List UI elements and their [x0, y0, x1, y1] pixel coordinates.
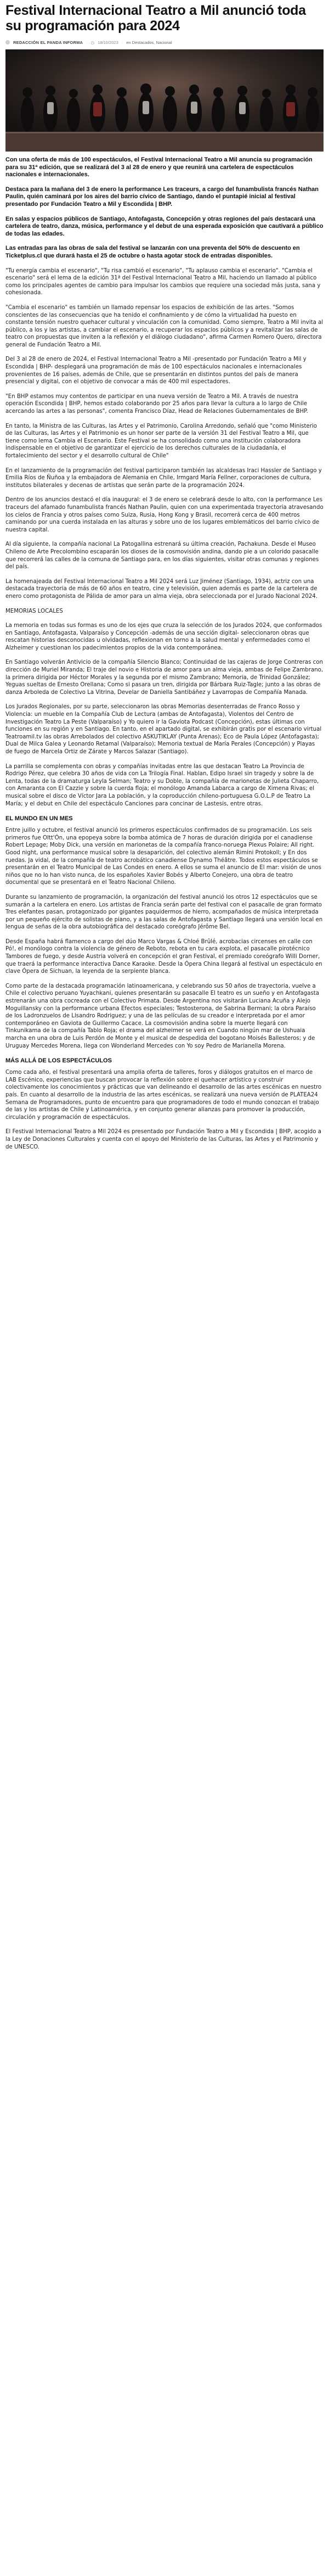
body-paragraph: Desde España habrá flamenco a cargo del dúo Marco Vargas & Chloé Brûlé, acrobacias circenses en calle con Pó!, el monólogo contra la violencia de género de Reboto, rebota en tu cara explota, el pasacalle pirotécnico Tambores de fuego, y desde Austria volverá en concepción el gran Festival, el premiado coreógrafo Willi Dorner, que traerá la performance interactiva Dance Karaoke. Desde la Ópera China llegará al festival un espectáculo en clave Ópera de Sichuan, la leyenda de la serpiente blanca.	[5, 938, 322, 975]
article-container	[0, 0, 329, 1151]
body-paragraph: En tanto, la Ministra de las Culturas, las Artes y el Patrimonio, Carolina Arredondo, señaló que "como Ministerio de las Culturas, las Artes y el Patrimonio es un honor ser parte de la versión 31 del Festival Teatro a Mil, que tiene como lema Cambia el Escenario. Este Festival se ha consolidado como una institución colaboradora indispensable en el objetivo de garantizar el ejercicio de los derechos culturales de la ciudadanía, el fortalecimiento del sector y el desarrollo cultural de Chile"	[5, 423, 317, 459]
body-paragraph: Dentro de los anuncios destacó el día inaugural: el 3 de enero se celebrará desde lo alto, con la performance Les traceurs del afamado funambulista francés Nathan Paulin, quien con una experimentada trayectoria atravesando los cielos de Francia y otros países como Suiza, Rusia, Hong Kong y Brasil, recorrerá cerca de 400 metros caminando por una cuerda instalada en las alturas y sobre uno de los lugares emblemáticos del barrio cívico de nuestra capital.	[5, 497, 324, 533]
publish-date: 18/10/2023	[98, 40, 118, 45]
body-paragraph: En el lanzamiento de la programación del festival participaron también las alcaldesas Iraci Hassler de Santiago y Emilia Ríos de Ñuñoa y la embajadora de Alemania en Chile, Irmgard María Fellner, corporaciones de cultura, institutos bilaterales y decenas de artistas que serán parte de la programación 2024.	[5, 467, 322, 489]
clock-icon: ◷	[90, 40, 95, 45]
body-paragraph: "Tu energía cambia el escenario", "Tu risa cambió el escenario", "Tu aplauso cambia el escenario". "Cambia el escenario" será el lema de la edición 31ª del Festival Internacional Teatro a Mil, haciendo un llamado al público como los principales agentes de cambio para impulsar los cambios que requiere una sociedad más justa, sana y cohesionada.	[5, 267, 321, 296]
article-body	[5, 156, 324, 1151]
meta-separator: ·	[86, 40, 88, 45]
author-name[interactable]: REDACCIÓN EL PANDA INFORMA	[13, 40, 83, 45]
lead-paragraph: Con una oferta de más de 100 espectáculos, el Festival Internacional Teatro a Mil anuncia su programación para su 31ª edición, que se realizará del 3 al 28 de enero y que reunirá una cartelera de espectáculos nacionales e internacionales.	[5, 156, 313, 178]
meta-separator: ·	[121, 40, 123, 45]
body-paragraph: Entre juillo y octubre, el festival anunció los primeros espectáculos confirmados de su programación. Los seis primeros fue Oltt'Ón, una epopeya sobre la bomba atómica de 7 horas de duración dirigida por el canadiense Robert Lepage; Moby Dick, una versión en marionetas de la compañía franco-noruega Plexus Polaire; All right. Good night, una performance musical sobre la desaparición, del colectivo alemán Rimini Protokoll; y En dos ruedas. Ja vidal, de la compañía de teatro acrobático canadiense Dynamo Théâtre. Todos estos espectáculos se presentarán en el Teatro Municipal de Las Condes en enero. A ellos se suma el anuncio de El mar: visión de unos niños que no lo han visto nunca, de los españoles Xavier Bobés y Alberto Conejero, una obra de teatro documental que se presentará en el Teatro Nacional Chileno.	[5, 827, 321, 886]
body-paragraph: El Festival Internacional Teatro a Mil 2024 es presentado por Fundación Teatro a Mil y Escondida | BHP, acogido a la Ley de Donaciones Culturales y cuenta con el apoyo del Ministerio de las Culturas, las Artes y el Patrimonio y de UNESCO.	[5, 1129, 321, 1150]
section-heading-mas-alla: MÁS ALLÁ DE LOS ESPECTÁCULOS	[5, 1057, 112, 1065]
body-paragraph: En Santiago volverán Antivicio de la compañía Silencio Blanco; Continuidad de las cajeras de Jorge Contreras con dirección de Muriel Miranda; El traje del novio e Historia de amor para un alma vieja, ambas de Felipe Zambrano, la primera dirigida por Héctor Morales y la segunda por el mismo Zambrano; Memoria, de Trinidad González; Yeguas sueltas de Ernesto Orellana; Como si pasara un tren, dirigida por Bárbara Ruiz-Tagle; junto a las obras de danza Arboleda de Colectivo La Vitrina, Develar de Daniella Santibáñez y Lavarropas de Compañía Manada.	[5, 659, 324, 696]
lead-paragraph: En salas y espacios públicos de Santiago, Antofagasta, Concepción y otras regiones del país destacará una cartelera de teatro, danza, música, performance y el debut de una esperada exposición que cautivará a público de todas las edades.	[5, 215, 324, 237]
body-paragraph: La memoria en todas sus formas es uno de los ejes que cruza la selección de los Jurados 2024, que conformados en Santiago, Antofagasta, Valparaíso y Concepción -además de una sección digital- seleccionaron obras que rescatan historias desconocidas u olvidadas, reflexionan en torno a la salud mental y enfermedades como el Alzheimer y cuestionan los padecimientos propios de la vida contemporánea.	[5, 623, 322, 651]
body-paragraph: "Cambia el escenario" es también un llamado repensar los espacios de exhibición de las artes. "Somos conscientes de las consecuencias que ha tenido el confinamiento y de cómo la virtualidad ha puesto en constante tensión nuestro quehacer cultural y vinculación con la comunidad. Como siempre, Teatro a Mil invita al público, a los y las artistas, a cambiar el escenario, a recuperar los espacios públicos y a revitalizar las salas de teatro con propuestas que inviten a la reflexión y el diálogo ciudadano", afirma Carmen Romero Quero, directora general de Fundación Teatro a Mil.	[5, 304, 324, 348]
hero-image	[5, 49, 324, 152]
body-paragraph: "En BHP estamos muy contentos de participar en una nueva versión de Teatro a Mil. A través de nuestra operación Escondida | BHP, hemos estado colaborando por 25 años para llevar la cultura a lo largo de Chile acercando las artes a las personas", comenta Francisco Díaz, Head de Relaciones Gubernamentales de BHP.	[5, 393, 308, 415]
body-paragraph: Del 3 al 28 de enero de 2024, el Festival Internacional Teatro a Mil -presentado por Fundación Teatro a Mil y Escondida | BHP- desplegará una programación de más de 100 espectáculos nacionales e internacionales provenientes de 16 países, además de Chile, que se presentarán en distintos puntos del país de manera presencial y digital, con el objetivo de convocar a más de 400 mil espectadores.	[5, 356, 307, 385]
lead-paragraph: Destaca para la mañana del 3 de enero la performance Les traceurs, a cargo del funambulista francés Nathan Paulin, quién caminará por los aires del barrio cívico de Santiago, dando el puntapié inicial al festival presentado por Fundación Teatro a Mil y Escondida | BHP.	[5, 186, 319, 208]
body-paragraph: Al día siguiente, la compañía nacional La Patogallina estrenará su última creación, Pachakuna. Desde el Museo Chileno de Arte Precolombino escaparán los dioses de la cosmovisión andina, dando pie a un colorido pasacalle que recorrerá las calles de la comuna de Santiago para, en los días siguientes, visitar otras comunas y regiones del país.	[5, 541, 319, 570]
body-paragraph: La homenajeada del Festival Internacional Teatro a Mil 2024 será Luz Jiménez (Santiago, 1934), actriz con una destacada trayectoria de más de 60 años en teatro, cine y televisión, quien además es parte de la cartelera de enero como protagonista de Pálida de amor para un alma vieja, obra seleccionada por el Jurado Nacional 2024.	[5, 578, 318, 600]
body-paragraph: Como parte de la destacada programación latinoamericana, y celebrando sus 50 años de trayectoria, vuelve a Chile el colectivo peruano Yuyachkani, quienes presentarán su pasacalle El teatro es un sueño y en Antofagasta estrenarán una obra cocreada con el Colectivo Primata. Desde Argentina nos visitarán Luciana Acuña y Alejo Moguillansky con la performance urbana Efectos especiales; Testosterona, de Sabrina Bermani; la obra Paraíso de los Ladronzuelos de Lisandro Rodriguez; y una de las películas de su creador e interpretada por el amor contemporáneo en Gaviota de Guillermo Cacace. La cosmovisión andina sobre la muerte llegará con Tinkunikama de la compañía Tablo Roja; el drama del alzheimer se verá en Cuando ningún mar de Ushuaia marcha en una obra de Luis Perdón de Monte y el musical de despedida del bogotano Moisés Ballesteros; y de Uruguay Mercedes Morena, llega con Wonderland Mercedes con Yo soy Pedro de Marianella Morena.	[5, 983, 320, 1049]
stage-photo-illustration	[5, 49, 324, 152]
article-categories[interactable]: en Destacados, Nacional	[126, 40, 172, 45]
body-paragraph: La parrilla se complementa con obras y compañías invitadas entre las que destacan Teatro La Provincia de Rodrigo Pérez, que celebra 30 años de vida con La Trilogía Final. Hablan, Edipo Israel sin tragedy y sobre la de Lenta, todas de la dramaturga Leyla Selman; Teatro y su Doble, la compañía de marionetas de Julieta Chaparro, con Amaranta con El Cazzie y sobre la cuerda floja; el monólogo Amanda Labarca a cargo de Ximena Rivas; el musical sobre el disco de Víctor Jara La población, y la coproducción chileno-portuguesa G.O.L.P de Teatro La María; y el debut en Chile del espectáculo Canciones para concinar de Lastesis, entre otras.	[5, 763, 319, 807]
lead-paragraph: Las entradas para las obras de sala del festival se lanzarán con una preventa del 50% de descuento en Ticketplus.cl que durará hasta el 25 de octubre o hasta agotar stock de entradas disponibles.	[5, 245, 300, 259]
article-meta	[5, 39, 324, 46]
author-avatar	[5, 40, 10, 44]
article-title: Festival Internacional Teatro a Mil anunció toda su programación para 2024	[5, 3, 306, 33]
body-paragraph: Como cada año, el festival presentará una amplia oferta de talleres, foros y diálogos gratuitos en el marco de LAB Escénico, experiencias que buscan provocar la reflexión sobre el quehacer artístico y construir colectivamente los conocimientos y prácticas que van delineando el desarrollo de las artes escénicas en nuestro país. En cuanto al desarrollo de la industria de las artes escénicas, se realizará una nueva versión de PLATEA24 Semana de Programadores, punto de encuentro para que programadores de todo el mundo conozcan el trabajo de las y los artistas de Chile y Latinoamérica, y en conjunto generar alianzas para promover la producción, circulación y programación de espectáculos.	[5, 1069, 322, 1121]
section-heading-el-mundo-en-un-mes: EL MUNDO EN UN MES	[5, 815, 73, 822]
section-heading-memorias-locales: MEMORIAS LOCALES	[5, 608, 63, 614]
body-paragraph: Durante su lanzamiento de programación, la organización del festival anunció los otros 12 espectáculos que se sumarán a la cartelera en enero. Los artistas de Francia serán parte del festival con el pasacalle de gran formato Tres elefantes pasan, protagonizado por gigantes paquidermos de hierro, acompañados de música interpretada por un pequeño ejército de solistas de piano, y a las salas de Antofagasta y Santiago llegará una versión local en lengua de señas de la obra autobiográfica del destacado coreógrafo Jérôme Bel.	[5, 894, 323, 931]
body-paragraph: Los Jurados Regionales, por su parte, seleccionaron las obras Memorias desenterradas de Franco Rosso y Violencia: un mueble en la Compañía Club de Lectura (ambas de Antofagasta), Violentos del Centro de Investigación Teatro La Peste (Valparaíso) y Yo quiero ir la Gaviota Podcast (Concepción), estas últimas con funciones en su región y en Santiago. En tanto, en el apartado digital, se exhibirán gratis por el escenario virtual Teatroamil.tv las obras Arrebolados del colectivo ASKUTIKLAY (Punta Arenas); Eco de Paula López (Antofagasta); Dual de Milca Galea y Leonardo Retamal (Valparaíso); Memoria textual de María Perales (Concepción) y Playas de fuego de Marcela Ortiz de Zárate y Marcos Salazar (Santiago).	[5, 704, 322, 755]
